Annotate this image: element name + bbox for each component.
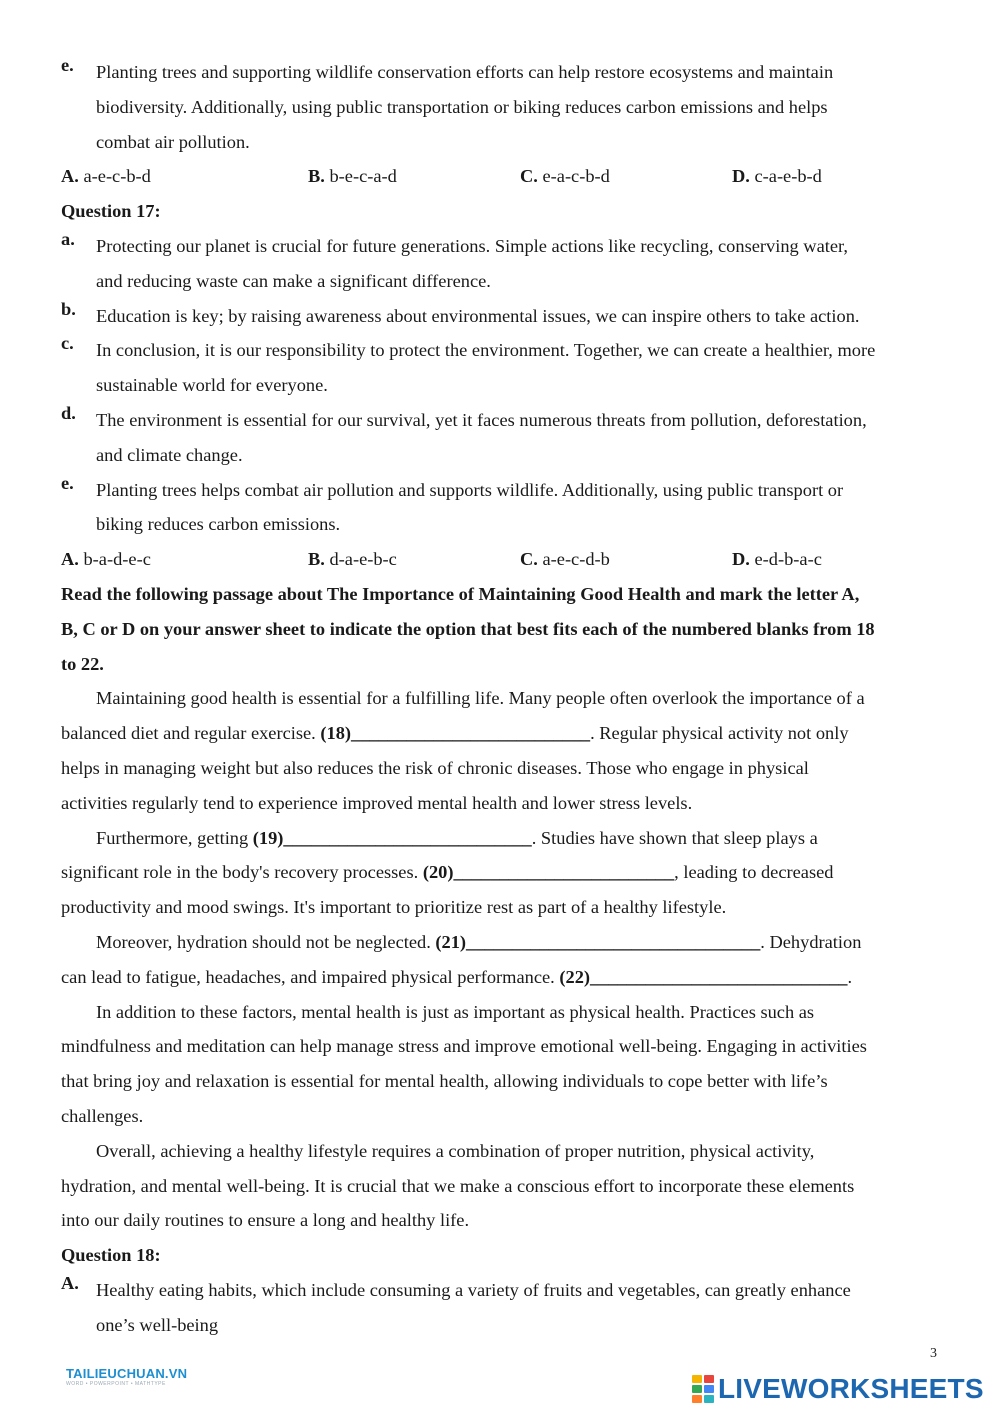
item-text: Planting trees and supporting wildlife conservation efforts can help restore ecosystems and maintain [96, 62, 834, 82]
blank-22[interactable]: (22)____________________________ [559, 966, 848, 987]
passage-text: into our daily routines to ensure a long and healthy life. [61, 1210, 470, 1231]
item-label: a. [61, 228, 75, 249]
document-page [61, 55, 941, 1342]
q16-item-e [61, 55, 941, 159]
tailieuchuan-brand: TAILIEUCHUAN.VN [66, 1366, 188, 1381]
item-text: Protecting our planet is crucial for future generations. Simple actions like recycling, conserving water, [96, 235, 849, 256]
item-label: c. [61, 333, 74, 354]
passage-text: Maintaining good health is essential for a fulfilling life. Many people often overlook the importance of a [96, 688, 865, 709]
q17-options [61, 542, 941, 577]
q16-options [61, 159, 941, 194]
item-text: Planting trees helps combat air pollution and supports wildlife. Additionally, using public transport or [96, 479, 844, 500]
item-label: d. [61, 402, 76, 423]
option-text: one’s well-being [96, 1314, 219, 1335]
item-label: b. [61, 298, 76, 319]
logo-block [704, 1375, 714, 1383]
passage-text: Furthermore, getting (19)___________________________. Studies have shown that sleep plays a [96, 827, 818, 848]
tailieuchuan-tagline: WORD • POWERPOINT • MATHTYPE [66, 1381, 166, 1387]
item-label: e. [61, 55, 74, 75]
blank-18[interactable]: (18)__________________________ [320, 723, 591, 744]
q17-option-a[interactable]: A. b-a-d-e-c [61, 549, 151, 570]
passage-text: helps in managing weight but also reduces the risk of chronic diseases. Those who engage in physical [61, 757, 809, 778]
instructions-line: to 22. [61, 653, 104, 674]
q16-option-a[interactable]: A. a-e-c-b-d [61, 166, 151, 187]
item-text: Education is key; by raising awareness about environmental issues, we can inspire others to take action. [96, 305, 860, 326]
blank-19[interactable]: (19)___________________________ [252, 827, 532, 848]
question-18-title: Question 18: [61, 1245, 161, 1266]
instructions-line: B, C or D on your answer sheet to indicate the option that best fits each of the numbered blanks from 18 [61, 618, 875, 639]
q16-option-c[interactable]: C. e-a-c-b-d [520, 166, 610, 187]
q16-option-d[interactable]: D. c-a-e-b-d [732, 166, 822, 187]
q17-item-b [61, 299, 941, 334]
q17-option-d[interactable]: D. e-d-b-a-c [732, 549, 822, 570]
liveworksheets-icon [692, 1375, 714, 1403]
instructions-line: Read the following passage about The Importance of Maintaining Good Health and mark the letter A, [61, 583, 860, 604]
item-text: biking reduces carbon emissions. [96, 514, 341, 535]
question-17-title: Question 17: [61, 201, 161, 222]
item-text: and reducing waste can make a significant difference. [96, 270, 491, 291]
blank-21[interactable]: (21)________________________________ [435, 931, 761, 952]
logo-block [692, 1385, 702, 1393]
logo-block [704, 1395, 714, 1403]
q16-option-b[interactable]: B. b-e-c-a-d [308, 166, 397, 187]
passage-text: that bring joy and relaxation is essential for mental health, allowing individuals to cope better with life’s [61, 1071, 828, 1092]
option-label: A. [61, 1272, 79, 1293]
passage-text: balanced diet and regular exercise. (18)__________________________. Regular physical activity not only [61, 723, 849, 744]
q17-item-a [61, 229, 941, 299]
item-text: combat air pollution. [96, 131, 250, 152]
logo-block [692, 1375, 702, 1383]
passage-text: In addition to these factors, mental health is just as important as physical health. Practices such as [96, 1001, 815, 1022]
logo-block [704, 1385, 714, 1393]
passage-text: mindfulness and meditation can help manage stress and improve emotional well-being. Engaging in activities [61, 1036, 867, 1057]
passage-text: productivity and mood swings. It's important to prioritize rest as part of a healthy lifestyle. [61, 897, 727, 918]
q17-option-c[interactable]: C. a-e-c-d-b [520, 549, 610, 570]
passage-text: Moreover, hydration should not be neglected. (21)________________________________. Dehydration [96, 931, 862, 952]
page-number: 3 [930, 1346, 937, 1361]
q17-item-c [61, 333, 941, 403]
item-text: sustainable world for everyone. [96, 375, 328, 396]
blank-20[interactable]: (20)________________________ [422, 862, 675, 883]
passage-text: can lead to fatigue, headaches, and impaired physical performance. (22)____________________________. [61, 966, 853, 987]
q17-item-d [61, 403, 941, 473]
item-text: biodiversity. Additionally, using public transportation or biking reduces carbon emissions and helps [96, 96, 828, 117]
passage-text: significant role in the body's recovery processes. (20)________________________, leading to decreased [61, 862, 834, 883]
q18-option-a[interactable] [61, 1273, 941, 1343]
passage-text: activities regularly tend to experience improved mental health and lower stress levels. [61, 792, 693, 813]
option-text: Healthy eating habits, which include consuming a variety of fruits and vegetables, can greatly enhance [96, 1279, 851, 1300]
passage-text: Overall, achieving a healthy lifestyle requires a combination of proper nutrition, physical activity, [96, 1140, 815, 1161]
liveworksheets-logo [692, 1372, 984, 1406]
tailieuchuan-logo [66, 1366, 187, 1387]
passage-text: hydration, and mental well-being. It is crucial that we make a conscious effort to incorporate these elements [61, 1175, 855, 1196]
passage-text: challenges. [61, 1105, 144, 1126]
item-label: e. [61, 472, 74, 493]
q17-option-b[interactable]: B. d-a-e-b-c [308, 549, 397, 570]
logo-block [692, 1395, 702, 1403]
item-text: In conclusion, it is our responsibility to protect the environment. Together, we can create a healthier, more [96, 340, 876, 361]
liveworksheets-brand: LIVEWORKSHEETS [718, 1373, 984, 1404]
item-text: The environment is essential for our survival, yet it faces numerous threats from pollution, deforestation, [96, 409, 867, 430]
q17-item-e [61, 473, 941, 543]
item-text: and climate change. [96, 444, 243, 465]
